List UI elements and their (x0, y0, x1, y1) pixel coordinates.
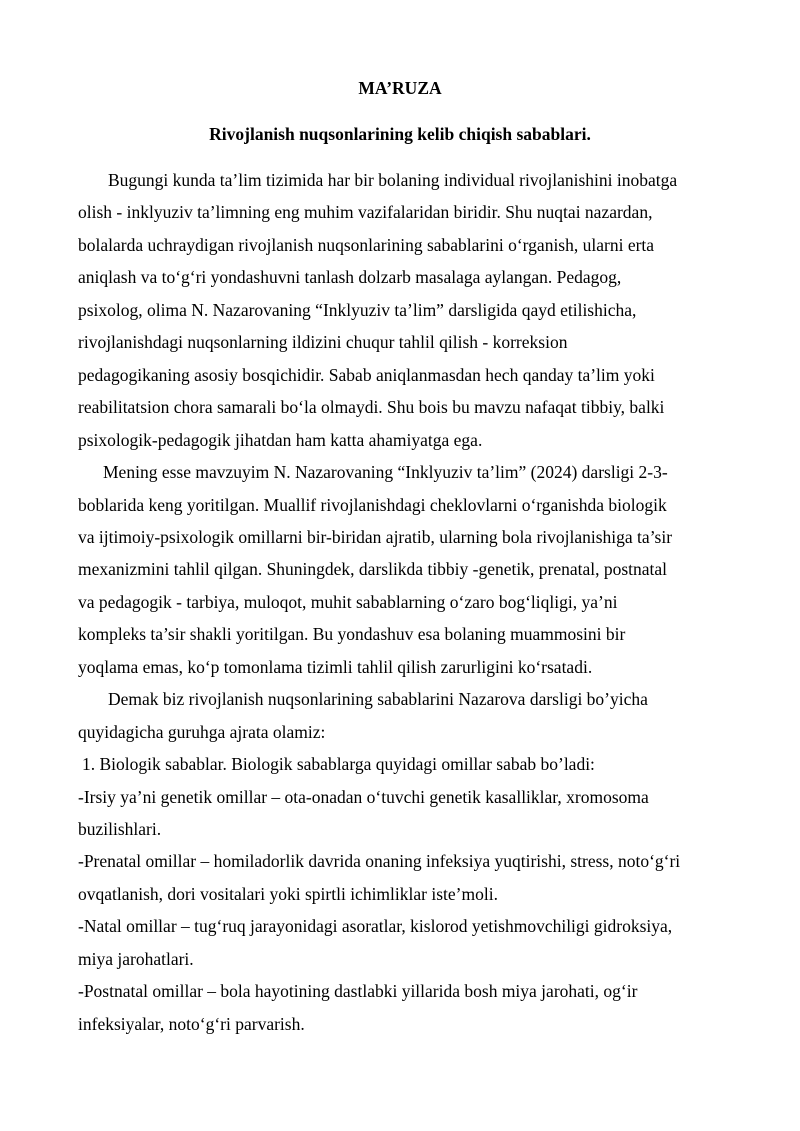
text-line: kompleks ta’sir shakli yoritilgan. Bu yondashuv esa bolaning muammosini bir (78, 624, 626, 644)
text-line: Bugungi kunda ta’lim tizimida har bir bolaning individual rivojlanishini inobatga (108, 170, 678, 190)
text-line: quyidagicha guruhga ajrata olamiz: (78, 722, 326, 742)
text-line: reabilitatsion chora samarali bo‘la olmaydi. Shu bois bu mavzu nafaqat tibbiy, balki (78, 397, 665, 417)
text-line: mexanizmini tahlil qilgan. Shuningdek, darslikda tibbiy -genetik, prenatal, postnatal (78, 559, 668, 579)
list-heading: 1. Biologik sabablar. Biologik sabablarga quyidagi omillar sabab bo’ladi: (82, 754, 595, 774)
text-line: olish - inklyuziv ta’limning eng muhim vazifalaridan biridir. Shu nuqtai nazardan, (78, 202, 653, 222)
list-item: buzilishlari. (78, 819, 162, 839)
text-line: yoqlama emas, ko‘p tomonlama tizimli tahlil qilish zarurligini ko‘rsatadi. (78, 657, 593, 677)
list-item: infeksiyalar, noto‘g‘ri parvarish. (78, 1014, 305, 1034)
document-subtitle: Rivojlanish nuqsonlarining kelib chiqish sabablari. (209, 124, 591, 144)
text-line: rivojlanishdagi nuqsonlarning ildizini chuqur tahlil qilish - korreksion (78, 332, 568, 352)
list-item: -Postnatal omillar – bola hayotining dastlabki yillarida bosh miya jarohati, og‘ir (78, 981, 638, 1001)
text-line: boblarida keng yoritilgan. Muallif rivojlanishdagi cheklovlarni o‘rganishda biologik (78, 495, 667, 515)
document-title: MA’RUZA (358, 78, 442, 98)
text-line: va ijtimoiy-psixologik omillarni bir-biridan ajratib, ularning bola rivojlanishiga ta’sir (78, 527, 673, 547)
text-line: psixolog, olima N. Nazarovaning “Inklyuziv ta’lim” darsligida qayd etilishicha, (78, 300, 637, 320)
list-item: -Irsiy ya’ni genetik omillar – ota-onadan o‘tuvchi genetik kasalliklar, xromosoma (78, 787, 649, 807)
list-item: -Prenatal omillar – homiladorlik davrida onaning infeksiya yuqtirishi, stress, noto‘g‘ri (78, 851, 681, 871)
text-line: aniqlash va to‘g‘ri yondashuvni tanlash dolzarb masalaga aylangan. Pedagog, (78, 267, 622, 287)
list-item: -Natal omillar – tug‘ruq jarayonidagi asoratlar, kislorod yetishmovchiligi gidroksiya, (78, 916, 673, 936)
list-item: miya jarohatlari. (78, 949, 194, 969)
text-line: psixologik-pedagogik jihatdan ham katta ahamiyatga ega. (78, 430, 483, 450)
text-line: va pedagogik - tarbiya, muloqot, muhit sabablarning o‘zaro bog‘liqligi, ya’ni (78, 592, 618, 612)
text-line: Mening esse mavzuyim N. Nazarovaning “Inklyuziv ta’lim” (2024) darsligi 2-3- (103, 462, 668, 482)
text-line: Demak biz rivojlanish nuqsonlarining sabablarini Nazarova darsligi bo’yicha (108, 689, 648, 709)
text-line: pedagogikaning asosiy bosqichidir. Sabab aniqlanmasdan hech qanday ta’lim yoki (78, 365, 655, 385)
text-line: bolalarda uchraydigan rivojlanish nuqsonlarining sabablarini o‘rganish, ularni erta (78, 235, 655, 255)
list-item: ovqatlanish, dori vositalari yoki spirtli ichimliklar iste’moli. (78, 884, 498, 904)
